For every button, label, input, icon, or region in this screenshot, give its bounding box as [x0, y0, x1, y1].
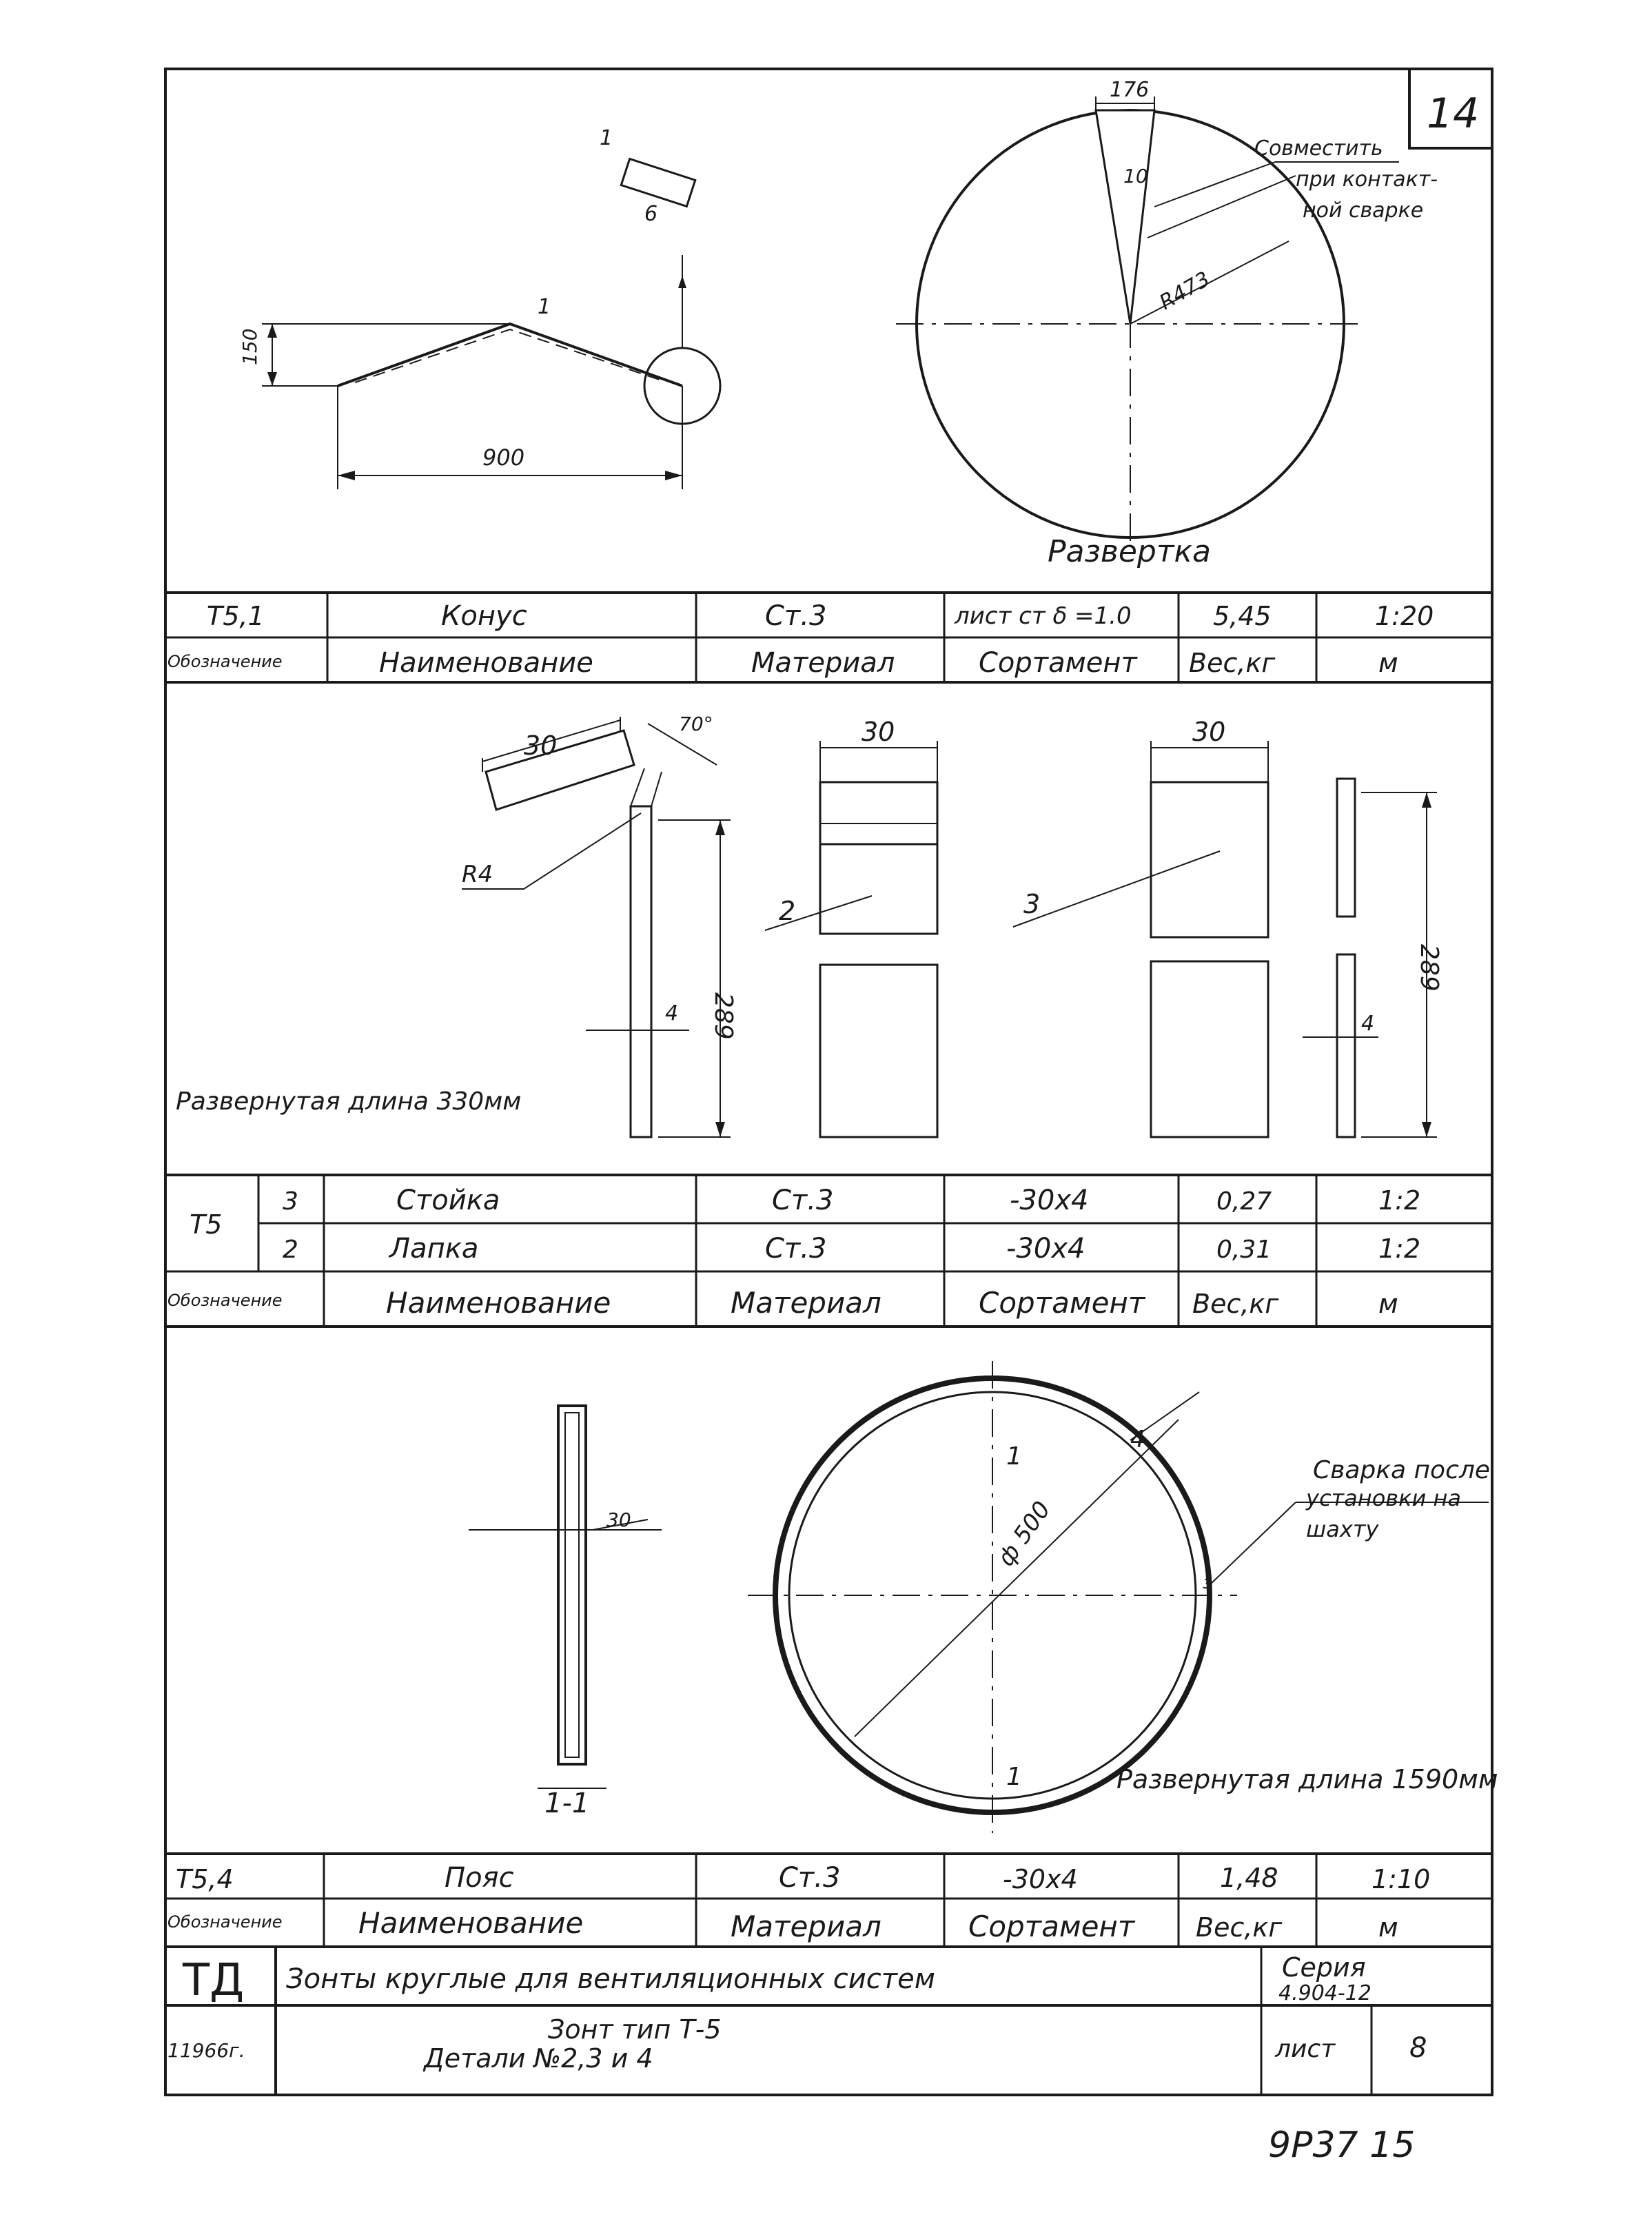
part3-dim-thickness-right: 4 — [1361, 1012, 1375, 1036]
doc-code: 11966г. — [167, 2039, 245, 2062]
ring-cut-mark-bottom: 1 — [1006, 1763, 1022, 1791]
s2-row2-name: Лапка — [389, 1233, 479, 1265]
s2-row1-name: Стойка — [396, 1185, 500, 1216]
dev-note-line3: ной сварке — [1303, 198, 1424, 223]
s2-row1-assortment: -30х4 — [1010, 1185, 1089, 1216]
part2-tab — [765, 717, 937, 1137]
sheet-label: лист — [1275, 2035, 1336, 2063]
doc-title: Зонты круглые для вентиляционных систем — [286, 1963, 935, 1995]
s3-row-weight: 1,48 — [1220, 1863, 1278, 1893]
s1-row-name: Конус — [441, 600, 527, 632]
cone-side-view — [238, 126, 720, 489]
stand-dim-thickness-left: 4 — [665, 1001, 679, 1025]
part3-label: 3 — [1023, 889, 1041, 919]
dev-label: Развертка — [1048, 534, 1211, 569]
s3-hdr-assortment: Сортамент — [968, 1910, 1135, 1943]
s1-row-scale: 1:20 — [1375, 601, 1434, 631]
sheet-number-top: 14 — [1427, 90, 1480, 138]
ring-cut-mark-top: 1 — [1006, 1442, 1022, 1471]
cone-dim-width: 900 — [482, 444, 525, 471]
s2-hdr-assortment: Сортамент — [979, 1286, 1145, 1320]
table-section2 — [165, 1175, 1492, 1327]
s2-row2-material: Ст.3 — [765, 1233, 827, 1265]
s2-row2-pos: 2 — [283, 1236, 298, 1264]
belt-section-dim: 30 — [606, 1508, 631, 1531]
subtitle-line1: Зонт тип Т-5 — [548, 2014, 722, 2045]
stand-bent-view — [176, 713, 737, 1137]
s2-group-designation: Т5 — [190, 1209, 223, 1240]
belt-ring — [748, 1361, 1498, 1833]
s2-row1-material: Ст.3 — [772, 1185, 834, 1216]
s2-row1-scale: 1:2 — [1378, 1185, 1421, 1216]
s2-hdr-name: Наименование — [386, 1286, 611, 1320]
s1-row-designation: Т5,1 — [207, 601, 265, 631]
s1-row-weight: 5,45 — [1213, 601, 1272, 631]
table-section3 — [165, 1854, 1492, 1947]
weld-note-line2: установки на — [1306, 1485, 1461, 1511]
part3-stand — [1013, 717, 1443, 1137]
weld-note-line3: шахту — [1306, 1516, 1379, 1542]
footer-stamp: 9Р37 15 — [1268, 2125, 1416, 2166]
dev-dim-overlap: 10 — [1123, 165, 1148, 187]
s1-hdr-assortment: Сортамент — [979, 647, 1137, 679]
cone-seam-detail — [600, 126, 695, 226]
part3-dim-top: 30 — [1192, 717, 1226, 747]
part2-label: 2 — [779, 896, 796, 926]
sheet-value: 8 — [1409, 2032, 1427, 2064]
s2-hdr-designation: Обозначение — [167, 1291, 283, 1310]
s3-hdr-weight: Вес,кг — [1196, 1912, 1283, 1943]
s3-row-scale: 1:10 — [1371, 1864, 1431, 1894]
s3-row-material: Ст.3 — [779, 1862, 841, 1894]
ring-weld-mark: з — [1203, 1573, 1212, 1593]
s2-row2-weight: 0,31 — [1216, 1236, 1272, 1264]
s3-hdr-scale: м — [1378, 1912, 1398, 1943]
ring-dim-thickness: 4 — [1130, 1426, 1145, 1453]
s1-hdr-weight: Вес,кг — [1189, 648, 1276, 678]
s1-hdr-designation: Обозначение — [167, 652, 283, 671]
dev-note-line2: при контакт- — [1296, 167, 1438, 192]
belt-section-view — [469, 1406, 662, 1819]
part2-dim-top: 30 — [861, 717, 895, 747]
s3-hdr-name: Наименование — [358, 1906, 584, 1940]
belt-section-label: 1-1 — [544, 1788, 590, 1819]
dev-dim-radius: R473 — [1155, 267, 1214, 315]
stand-dim-length-left: 289 — [709, 992, 737, 1040]
cone-development — [896, 78, 1438, 569]
s2-hdr-material: Материал — [731, 1286, 881, 1320]
stand-dim-angle: 70° — [679, 713, 713, 735]
s3-row-designation: Т5,4 — [176, 1864, 234, 1894]
s3-hdr-material: Материал — [731, 1910, 881, 1943]
s3-row-name: Пояс — [445, 1862, 514, 1894]
table-section1 — [165, 593, 1492, 682]
part3-dim-length-right: 289 — [1415, 944, 1443, 992]
ring-diameter: ф 500 — [992, 1496, 1057, 1572]
s3-row-assortment: -30х4 — [1003, 1864, 1078, 1894]
s1-hdr-name: Наименование — [379, 647, 593, 679]
stand-radius-label: R4 — [462, 861, 493, 888]
svg-text:6: 6 — [644, 202, 658, 226]
cone-thickness-mark: 1 — [538, 295, 551, 319]
s1-row-assortment: лист ст δ =1.0 — [955, 602, 1132, 630]
stand-dim-bent-top: 30 — [524, 730, 558, 761]
s1-hdr-material: Материал — [751, 647, 895, 679]
dev-note-line1: Совместить — [1254, 136, 1383, 161]
ring-dev-length-note: Развернутая длина 1590мм — [1116, 1764, 1498, 1794]
dev-dim-arc: 176 — [1110, 78, 1150, 102]
s2-hdr-scale: м — [1378, 1289, 1398, 1319]
series-label: Серия — [1282, 1952, 1366, 1983]
series-value: 4.904-12 — [1278, 1981, 1371, 2005]
s2-row1-weight: 0,27 — [1216, 1187, 1272, 1216]
s2-row2-assortment: -30х4 — [1006, 1233, 1085, 1265]
s1-hdr-scale: м — [1378, 648, 1398, 678]
title-block — [165, 1947, 1492, 2095]
svg-text:1: 1 — [600, 126, 613, 150]
s3-hdr-designation: Обозначение — [167, 1912, 283, 1932]
stand-dev-length-note: Развернутая длина 330мм — [176, 1087, 522, 1116]
cone-dim-height: 150 — [238, 328, 261, 365]
s2-row1-pos: 3 — [283, 1187, 298, 1216]
s2-row2-scale: 1:2 — [1378, 1234, 1421, 1264]
logo: ТД — [183, 1955, 245, 2006]
weld-note-line1: Сварка после — [1313, 1456, 1491, 1484]
s2-hdr-weight: Вес,кг — [1192, 1289, 1279, 1319]
s1-row-material: Ст.3 — [765, 600, 827, 632]
subtitle-line2: Детали №2,3 и 4 — [424, 2043, 653, 2074]
